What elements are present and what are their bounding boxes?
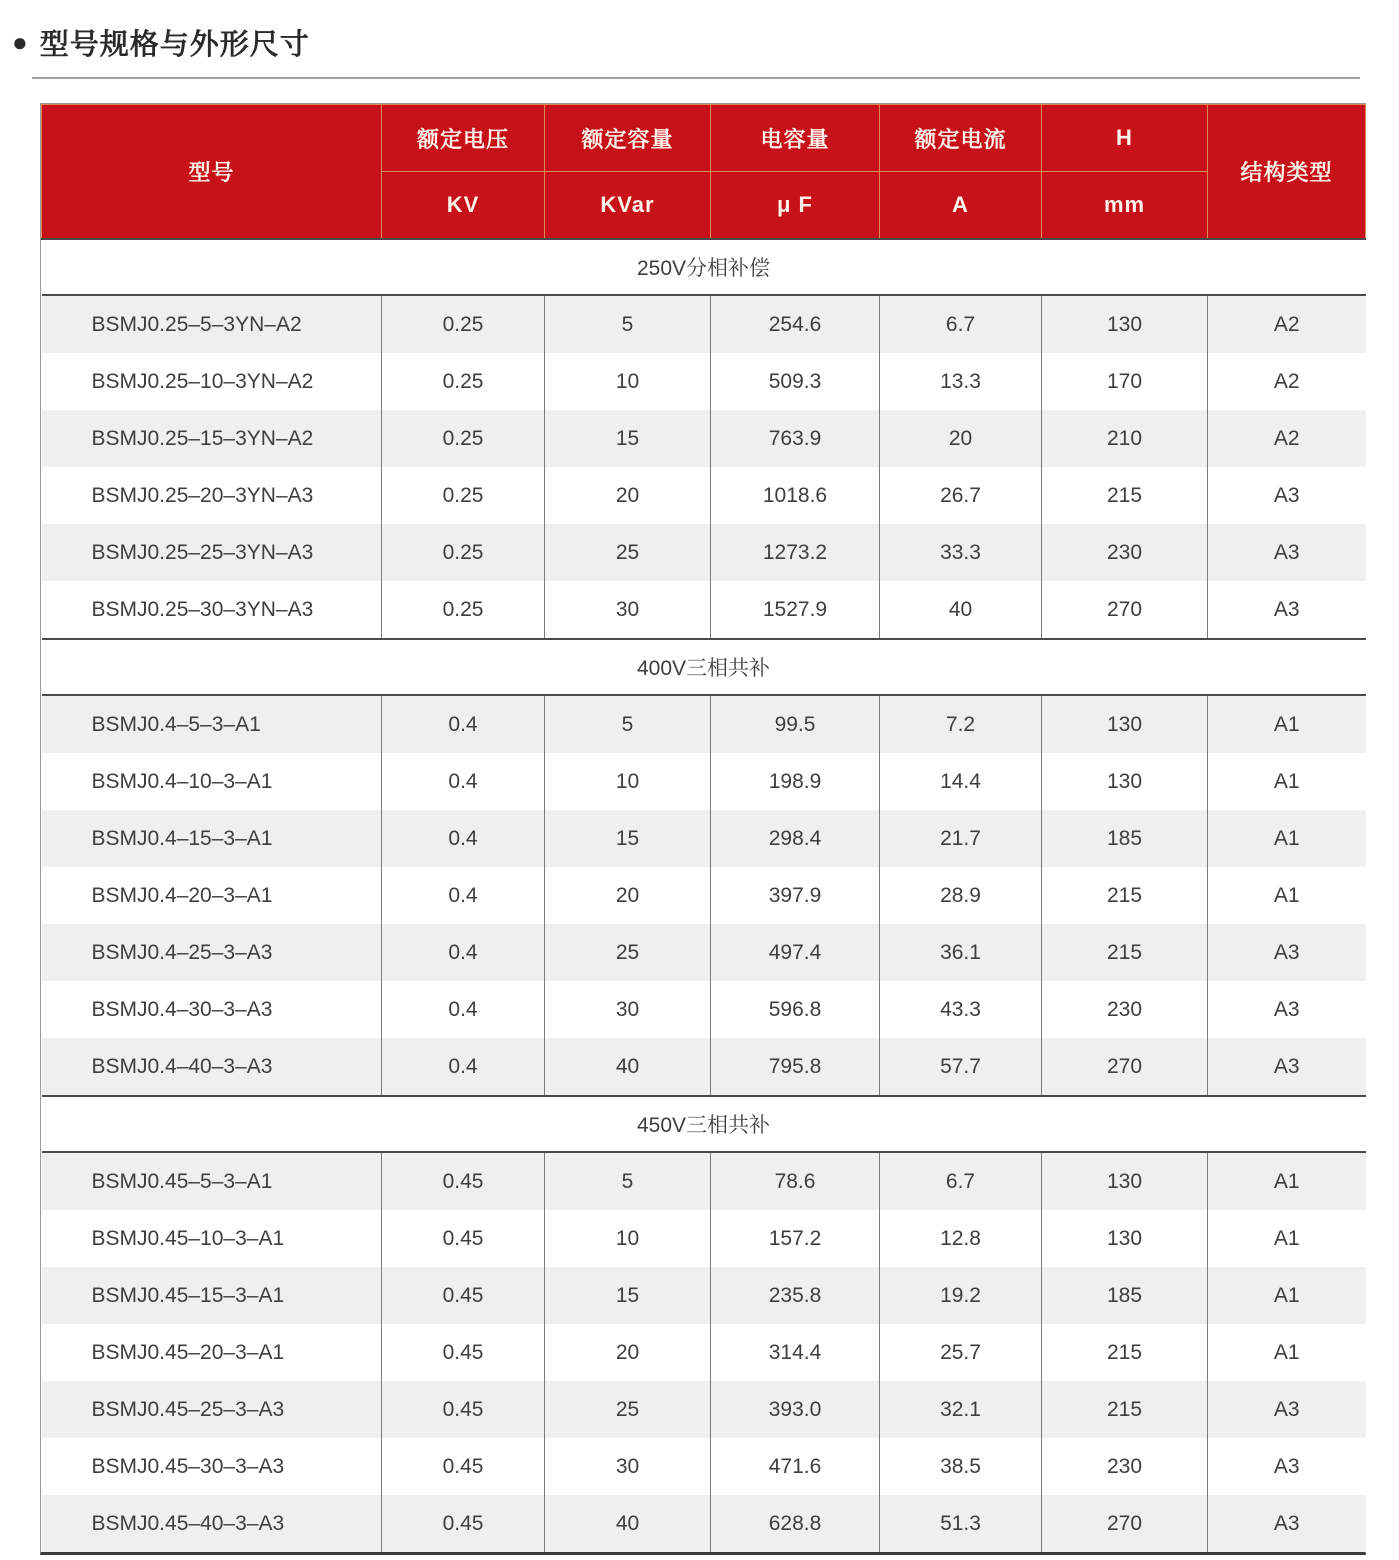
data-cell: 28.9 [880,867,1042,924]
data-cell: 1273.2 [711,524,880,581]
data-cell: 99.5 [711,695,880,753]
header-rated-capacity: 额定容量 [545,105,711,172]
data-cell: 0.25 [382,467,545,524]
data-cell: 14.4 [880,753,1042,810]
data-cell: 270 [1042,581,1208,639]
data-cell: 270 [1042,1495,1208,1552]
data-cell: 43.3 [880,981,1042,1038]
data-cell: 230 [1042,981,1208,1038]
data-cell: 130 [1042,1210,1208,1267]
table-row [42,981,1366,1038]
data-cell: 215 [1042,1324,1208,1381]
data-cell: 25 [545,924,711,981]
data-cell: 51.3 [880,1495,1042,1552]
data-cell: 298.4 [711,810,880,867]
section-header-row [42,239,1366,295]
data-cell: 7.2 [880,695,1042,753]
section-header-row [42,639,1366,695]
data-cell: 0.4 [382,981,545,1038]
model-cell: BSMJ0.25–25–3YN–A3 [42,524,382,581]
data-cell: 1527.9 [711,581,880,639]
model-cell: BSMJ0.45–30–3–A3 [42,1438,382,1495]
data-cell: 30 [545,581,711,639]
data-cell: 15 [545,410,711,467]
data-cell: A2 [1208,295,1366,353]
data-cell: 0.45 [382,1381,545,1438]
table-row [42,810,1366,867]
data-cell: 19.2 [880,1267,1042,1324]
data-cell: 0.25 [382,410,545,467]
data-cell: 509.3 [711,353,880,410]
data-cell: 30 [545,1438,711,1495]
data-cell: 130 [1042,753,1208,810]
data-cell: 6.7 [880,1152,1042,1210]
data-cell: 0.25 [382,581,545,639]
header-structure-type: 结构类型 [1208,105,1366,240]
model-cell: BSMJ0.25–20–3YN–A3 [42,467,382,524]
data-cell: A3 [1208,1038,1366,1096]
data-cell: 13.3 [880,353,1042,410]
data-cell: 235.8 [711,1267,880,1324]
data-cell: 1018.6 [711,467,880,524]
data-cell: A3 [1208,581,1366,639]
data-cell: 314.4 [711,1324,880,1381]
unit-uf: μ F [711,172,880,240]
data-cell: 0.45 [382,1495,545,1552]
table-row [42,1267,1366,1324]
bullet-icon: ● [12,27,28,57]
data-cell: 0.45 [382,1267,545,1324]
table-row [42,753,1366,810]
data-cell: 596.8 [711,981,880,1038]
data-cell: 763.9 [711,410,880,467]
data-cell: A1 [1208,810,1366,867]
model-cell: BSMJ0.25–15–3YN–A2 [42,410,382,467]
data-cell: 20 [545,467,711,524]
data-cell: A1 [1208,1210,1366,1267]
data-cell: 393.0 [711,1381,880,1438]
data-cell: A3 [1208,924,1366,981]
data-cell: 0.4 [382,810,545,867]
unit-kvar: KVar [545,172,711,240]
table-row [42,1152,1366,1210]
data-cell: 130 [1042,295,1208,353]
data-cell: 130 [1042,1152,1208,1210]
data-cell: 0.45 [382,1438,545,1495]
model-cell: BSMJ0.4–20–3–A1 [42,867,382,924]
data-cell: A1 [1208,1324,1366,1381]
table-row [42,1324,1366,1381]
data-cell: 36.1 [880,924,1042,981]
data-cell: 170 [1042,353,1208,410]
data-cell: 5 [545,295,711,353]
data-cell: 25.7 [880,1324,1042,1381]
data-cell: 270 [1042,1038,1208,1096]
model-cell: BSMJ0.45–25–3–A3 [42,1381,382,1438]
table-row [42,353,1366,410]
data-cell: 0.4 [382,924,545,981]
data-cell: A3 [1208,1495,1366,1552]
data-cell: A3 [1208,524,1366,581]
data-cell: A1 [1208,867,1366,924]
data-cell: 25 [545,1381,711,1438]
header-rated-current: 额定电流 [880,105,1042,172]
data-cell: 15 [545,810,711,867]
data-cell: 0.4 [382,753,545,810]
header-capacitance: 电容量 [711,105,880,172]
data-cell: A3 [1208,1381,1366,1438]
table-body [42,239,1366,1552]
data-cell: 15 [545,1267,711,1324]
data-cell: 10 [545,753,711,810]
header-row-names [42,105,1366,172]
data-cell: 230 [1042,1438,1208,1495]
data-cell: A2 [1208,410,1366,467]
data-cell: 12.8 [880,1210,1042,1267]
data-cell: A1 [1208,1152,1366,1210]
table-row [42,524,1366,581]
table-row [42,1495,1366,1552]
section-title: 400V三相共补 [42,639,1366,695]
data-cell: 497.4 [711,924,880,981]
table-row [42,581,1366,639]
data-cell: 215 [1042,867,1208,924]
spec-table [41,104,1366,1552]
data-cell: 254.6 [711,295,880,353]
section-title: 250V分相补偿 [42,239,1366,295]
data-cell: 20 [545,867,711,924]
data-cell: 795.8 [711,1038,880,1096]
model-cell: BSMJ0.25–30–3YN–A3 [42,581,382,639]
data-cell: 78.6 [711,1152,880,1210]
data-cell: 0.45 [382,1152,545,1210]
data-cell: 5 [545,695,711,753]
data-cell: 0.25 [382,295,545,353]
model-cell: BSMJ0.4–5–3–A1 [42,695,382,753]
data-cell: 57.7 [880,1038,1042,1096]
data-cell: 215 [1042,467,1208,524]
table-row [42,1381,1366,1438]
data-cell: 397.9 [711,867,880,924]
table-header [42,105,1366,240]
data-cell: A3 [1208,467,1366,524]
data-cell: 215 [1042,1381,1208,1438]
data-cell: 32.1 [880,1381,1042,1438]
table-row [42,1038,1366,1096]
data-cell: 185 [1042,1267,1208,1324]
data-cell: 40 [545,1038,711,1096]
data-cell: 0.25 [382,524,545,581]
data-cell: A2 [1208,353,1366,410]
data-cell: 5 [545,1152,711,1210]
data-cell: A1 [1208,1267,1366,1324]
model-cell: BSMJ0.4–40–3–A3 [42,1038,382,1096]
section-header-row [42,1096,1366,1152]
data-cell: A1 [1208,695,1366,753]
data-cell: 0.4 [382,867,545,924]
model-cell: BSMJ0.25–10–3YN–A2 [42,353,382,410]
data-cell: 6.7 [880,295,1042,353]
data-cell: 20 [545,1324,711,1381]
data-cell: 471.6 [711,1438,880,1495]
table-row [42,695,1366,753]
data-cell: A3 [1208,1438,1366,1495]
data-cell: 0.4 [382,1038,545,1096]
data-cell: 20 [880,410,1042,467]
data-cell: 185 [1042,810,1208,867]
data-cell: 38.5 [880,1438,1042,1495]
data-cell: 628.8 [711,1495,880,1552]
table-row [42,1210,1366,1267]
data-cell: 198.9 [711,753,880,810]
data-cell: 10 [545,353,711,410]
data-cell: 26.7 [880,467,1042,524]
header-rated-voltage: 额定电压 [382,105,545,172]
table-row [42,467,1366,524]
data-cell: 230 [1042,524,1208,581]
data-cell: 40 [545,1495,711,1552]
model-cell: BSMJ0.45–10–3–A1 [42,1210,382,1267]
data-cell: A1 [1208,753,1366,810]
data-cell: 40 [880,581,1042,639]
model-cell: BSMJ0.4–10–3–A1 [42,753,382,810]
table-row [42,924,1366,981]
model-cell: BSMJ0.4–25–3–A3 [42,924,382,981]
data-cell: 0.45 [382,1324,545,1381]
unit-a: A [880,172,1042,240]
data-cell: 30 [545,981,711,1038]
table-row [42,867,1366,924]
model-cell: BSMJ0.45–40–3–A3 [42,1495,382,1552]
data-cell: 130 [1042,695,1208,753]
table-row [42,1438,1366,1495]
model-cell: BSMJ0.4–15–3–A1 [42,810,382,867]
unit-mm: mm [1042,172,1208,240]
data-cell: 0.45 [382,1210,545,1267]
model-cell: BSMJ0.45–5–3–A1 [42,1152,382,1210]
data-cell: A3 [1208,981,1366,1038]
data-cell: 21.7 [880,810,1042,867]
data-cell: 25 [545,524,711,581]
model-cell: BSMJ0.45–20–3–A1 [42,1324,382,1381]
unit-kv: KV [382,172,545,240]
data-cell: 215 [1042,924,1208,981]
data-cell: 0.4 [382,695,545,753]
spec-table-wrapper [40,103,1366,1555]
model-cell: BSMJ0.4–30–3–A3 [42,981,382,1038]
table-row [42,410,1366,467]
data-cell: 157.2 [711,1210,880,1267]
data-cell: 210 [1042,410,1208,467]
data-cell: 33.3 [880,524,1042,581]
section-title: 450V三相共补 [42,1096,1366,1152]
data-cell: 10 [545,1210,711,1267]
title-divider [32,77,1360,79]
page-title: 型号规格与外形尺寸 [39,28,310,61]
page-title-row [12,22,1399,62]
data-cell: 0.25 [382,353,545,410]
model-cell: BSMJ0.45–15–3–A1 [42,1267,382,1324]
model-cell: BSMJ0.25–5–3YN–A2 [42,295,382,353]
table-row [42,295,1366,353]
header-model: 型号 [42,105,382,240]
header-height: H [1042,105,1208,172]
